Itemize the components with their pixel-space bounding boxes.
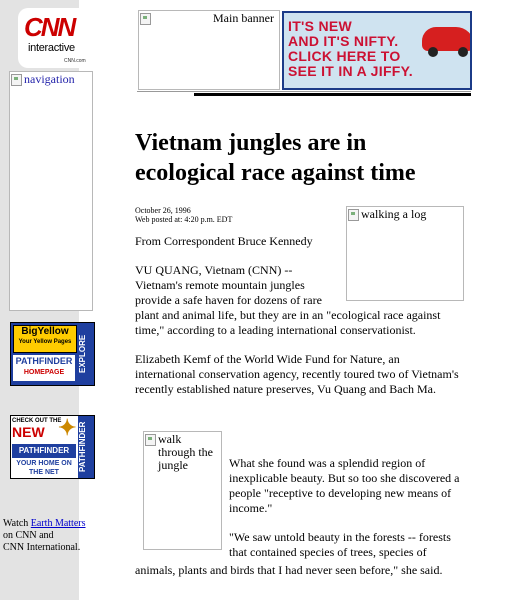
watch-earth-matters [3, 518, 98, 554]
pathfinder-ad-banner[interactable] [10, 415, 95, 479]
ad-line-4: SEE IT IN A JIFFY. [288, 63, 413, 79]
header-divider [137, 91, 471, 92]
pathfinder-bar: PATHFINDER [12, 444, 76, 458]
logo-url-text: CNN.com [64, 58, 86, 64]
byline: From Correspondent Bruce Kennedy [135, 234, 313, 248]
paragraph-4: "We saw untold beauty in the forests -- forests that contained species of trees, species of [229, 530, 451, 559]
photo1-alt-text: walking a log [361, 207, 427, 221]
header-divider-thick [194, 93, 471, 96]
paragraph-1-line: provide a safe haven for dozens of rare [135, 293, 322, 307]
nifty-ad-banner[interactable] [282, 11, 472, 90]
article-date: October 26, 1996 [135, 206, 191, 215]
check-out-new-block [12, 417, 76, 443]
pathfinder-side-label: PATHFINDER [78, 416, 94, 478]
earth-matters-link[interactable]: Earth Matters [30, 518, 86, 529]
new-label: NEW [12, 424, 45, 440]
posted-time: Web posted at: 4:20 p.m. EDT [135, 215, 233, 224]
broken-image-icon [145, 434, 156, 446]
paragraph-2: Elizabeth Kemf of the World Wide Fund for Nature, an international conservation agency, recently toured two of Vietnam's recently established nature preserves, Vu Quang and Bach Ma. [135, 352, 459, 396]
homepage-label: HOMEPAGE [23, 369, 65, 376]
explore-ad-banner[interactable] [10, 322, 95, 386]
cnn-interactive-logo[interactable] [18, 8, 103, 68]
navigation-image[interactable] [9, 71, 93, 311]
pathfinder-homepage-ad[interactable] [13, 355, 75, 381]
ad-line-3: CLICK HERE TO [288, 48, 401, 64]
main-banner-alt-text: Main banner [213, 11, 274, 25]
paragraph-1-line: VU QUANG, Vietnam (CNN) -- [135, 263, 293, 277]
paragraph-1 [135, 263, 440, 338]
car-wheel [428, 47, 438, 57]
paragraph-1-line: time," according to a leading international conservationist. [135, 323, 416, 337]
bigyellow-sub-label: Your Yellow Pages [18, 339, 72, 345]
main-banner-image[interactable] [138, 10, 280, 90]
photo2-alt-text: walk through the jungle [158, 432, 213, 472]
ad-line-1: IT'S NEW [288, 18, 353, 34]
paragraph-4-continued: animals, plants and birds that I had never seen before," she said. [135, 563, 443, 577]
explore-side-label: EXPLORE [78, 334, 87, 374]
walk-through-jungle-image[interactable] [143, 431, 222, 550]
broken-image-icon [11, 74, 22, 86]
watch-line-2: on CNN and [3, 530, 54, 541]
cnn-logo-text: CNN [24, 12, 75, 42]
interactive-logo-text: interactive [28, 42, 75, 54]
paragraph-3: What she found was a splendid region of inexplicable beauty. But so too she discovered a people "receptive to developing new means of income." [229, 456, 460, 515]
paragraph-1-line: plant and animal life, but they are in an "ecological race against [135, 308, 441, 322]
ad-line-2: AND IT'S NIFTY. [288, 33, 399, 49]
broken-image-icon [140, 13, 151, 25]
pathfinder-label: PATHFINDER [15, 356, 73, 366]
watch-prefix: Watch [3, 518, 31, 529]
watch-line-3: CNN International. [3, 542, 81, 553]
check-out-label: CHECK OUT THE [12, 418, 62, 424]
paragraph-1-line: Vietnam's remote mountain jungles [135, 278, 305, 292]
broken-image-icon [348, 209, 359, 221]
star-icon: ✦ [58, 415, 77, 440]
car-wheel [458, 47, 468, 57]
your-home-label: YOUR HOME ON THE NET [12, 459, 76, 477]
bigyellow-label: BigYellow [21, 326, 69, 337]
bigyellow-ad[interactable] [13, 325, 77, 353]
article-title: Vietnam jungles are in ecological race against time [135, 130, 416, 186]
navigation-alt-text: navigation [24, 72, 75, 86]
dateline [135, 206, 232, 224]
